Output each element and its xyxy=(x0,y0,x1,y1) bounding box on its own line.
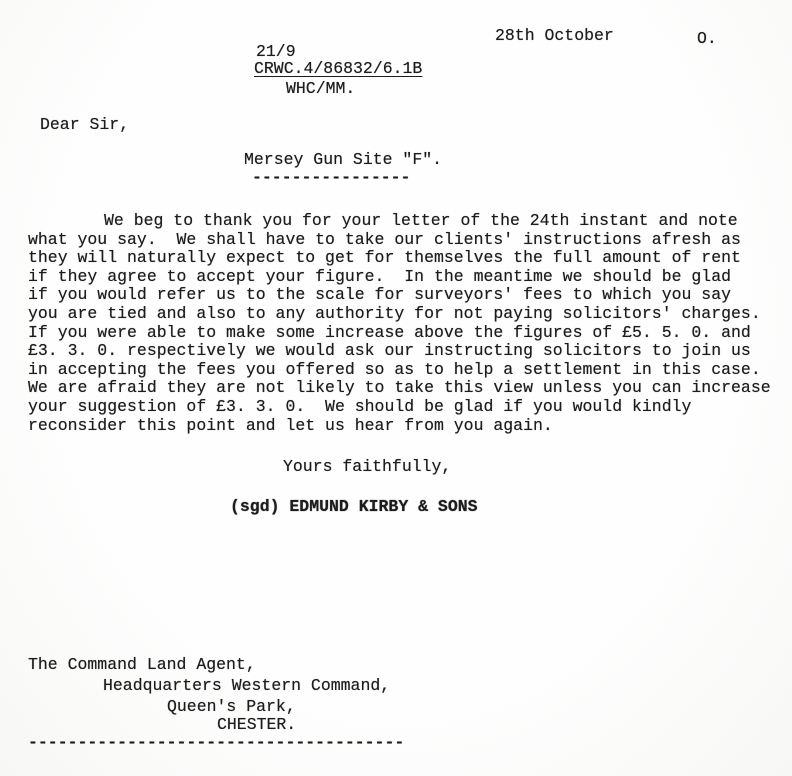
body-line: We are afraid they are not likely to take this view unless you can increase xyxy=(28,378,771,398)
body-line: what you say. We shall have to take our clients' instructions afresh as xyxy=(28,229,741,249)
address-line: Headquarters Western Command, xyxy=(103,676,391,695)
body-line: reconsider this point and let us hear from you again. xyxy=(28,415,553,435)
footer-rule: -------------------------------------- xyxy=(28,733,405,752)
subject-line: Mersey Gun Site "F". xyxy=(244,150,443,169)
reference-number: CRWC.4/86832/6.1B xyxy=(254,59,423,78)
body-line: We beg to thank you for your letter of the 24th instant and note xyxy=(104,211,738,230)
letter-date: 28th October xyxy=(495,26,614,45)
reference-initials: WHC/MM. xyxy=(286,79,356,98)
salutation: Dear Sir, xyxy=(40,115,130,134)
address-line: Queen's Park, xyxy=(167,697,296,716)
address-line: The Command Land Agent, xyxy=(28,655,256,674)
body-line: £3. 3. 0. respectively we would ask our instructing solicitors to join us xyxy=(28,341,751,361)
body-line: your suggestion of £3. 3. 0. We should be glad if you would kindly xyxy=(28,396,692,416)
reference-small: 21/9 xyxy=(256,42,296,61)
body-line: in accepting the fees you offered so as to help a settlement in this case. xyxy=(28,359,761,379)
signature: (sgd) EDMUND KIRBY & SONS xyxy=(230,497,478,516)
letter-body xyxy=(28,212,792,435)
body-line: you are tied and also to any authority for not paying solicitors' charges. xyxy=(28,303,761,323)
body-line: if you would refer us to the scale for surveyors' fees to which you say xyxy=(28,285,732,305)
subject-underline: ---------------- xyxy=(252,168,411,187)
body-line: If you were able to make some increase above the figures of £5. 5. 0. and xyxy=(28,322,751,342)
date-suffix: O. xyxy=(697,29,717,48)
closing: Yours faithfully, xyxy=(283,457,452,476)
body-line: if they agree to accept your figure. In the meantime we should be glad xyxy=(28,266,732,286)
body-line: they will naturally expect to get for themselves the full amount of rent xyxy=(28,248,741,268)
address-line: CHESTER. xyxy=(217,715,297,734)
